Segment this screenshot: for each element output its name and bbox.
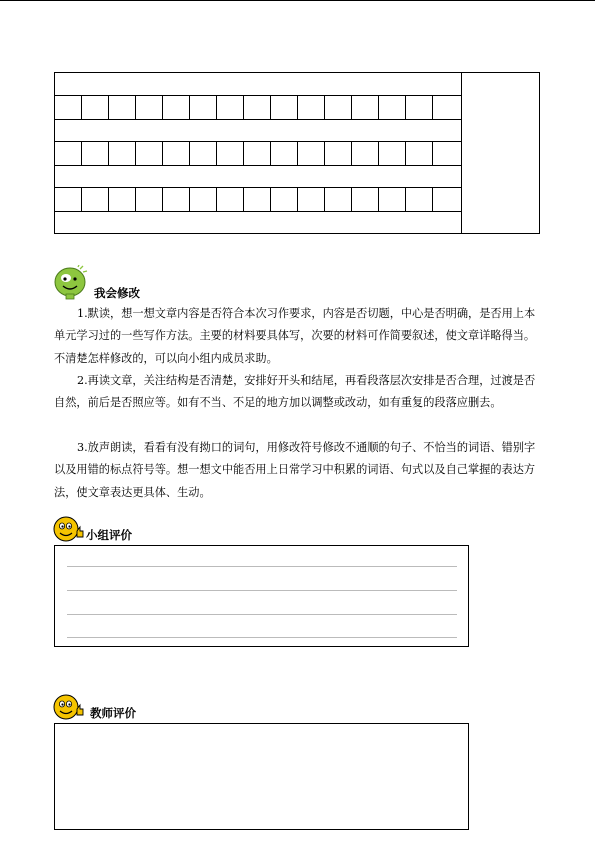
grid-cell[interactable]	[136, 142, 163, 165]
grid-cell[interactable]	[163, 142, 190, 165]
writing-line	[67, 566, 457, 567]
revise-section-heading	[52, 265, 140, 301]
revise-paragraph-1: 1.默读，想一想文章内容是否符合本次习作要求，内容是否切题，中心是否明确，是否用上本单元学习过的一些写作方法。主要的材料要具体写，次要的材料可作简要叙述，使文章详略得当。不清楚怎样修改的，可以向小组内成员求助。	[54, 307, 536, 365]
grid-cell[interactable]	[136, 188, 163, 211]
grid-cell[interactable]	[190, 142, 217, 165]
grid-cell[interactable]	[163, 188, 190, 211]
grid-cell[interactable]	[217, 96, 244, 119]
grid-side-column-divider	[461, 73, 462, 233]
grid-cell[interactable]	[190, 188, 217, 211]
grid-cell[interactable]	[55, 96, 82, 119]
revise-paragraph-3: 3.放声朗读，看看有没有拗口的词句，用修改符号修改不通顺的句子、不恰当的词语、错别字以及用错的标点符号等。想一想文中能否用上日常学习中积累的词语、句式以及自己掌握的表达方法，使文章表达更具体、生动。	[54, 441, 536, 499]
group-review-box[interactable]	[54, 545, 469, 647]
grid-cell[interactable]	[352, 142, 379, 165]
grid-cell[interactable]	[352, 188, 379, 211]
writing-line	[67, 614, 457, 615]
grid-cell[interactable]	[271, 188, 298, 211]
grid-rule	[55, 119, 461, 120]
grid-cell[interactable]	[55, 188, 82, 211]
smiley-face-icon	[52, 265, 90, 301]
grid-cell[interactable]	[325, 96, 352, 119]
page-top-rule	[0, 0, 595, 1]
grid-cell[interactable]	[109, 142, 136, 165]
group-review-heading	[52, 515, 132, 543]
teacher-review-box[interactable]	[54, 723, 469, 830]
grid-rule	[55, 165, 461, 166]
revise-paragraph-2: 2.再读文章，关注结构是否清楚，安排好开头和结尾，再看段落层次安排是否合理，过渡是否自然，前后是否照应等。如有不当、不足的地方加以调整或改动，如有重复的段落应删去。	[54, 374, 536, 410]
grid-cell[interactable]	[379, 188, 406, 211]
group-review-title: 小组评价	[86, 528, 132, 542]
grid-cell[interactable]	[352, 96, 379, 119]
grid-cell-row	[55, 96, 461, 119]
teacher-review-heading	[52, 693, 136, 721]
grid-cell[interactable]	[433, 188, 460, 211]
grid-cell[interactable]	[406, 188, 433, 211]
grid-cell[interactable]	[379, 142, 406, 165]
grid-cell[interactable]	[271, 96, 298, 119]
grid-cell[interactable]	[271, 142, 298, 165]
thumbs-up-face-icon	[52, 515, 86, 543]
grid-cell-row	[55, 142, 461, 165]
grid-cell[interactable]	[325, 188, 352, 211]
grid-cell[interactable]	[298, 188, 325, 211]
grid-cell[interactable]	[433, 142, 460, 165]
grid-cell[interactable]	[325, 142, 352, 165]
grid-cell[interactable]	[406, 142, 433, 165]
grid-cell[interactable]	[55, 142, 82, 165]
grid-cell[interactable]	[433, 96, 460, 119]
thumbs-up-face-icon	[52, 693, 86, 721]
grid-cell[interactable]	[82, 142, 109, 165]
grid-cell[interactable]	[244, 188, 271, 211]
teacher-review-title: 教师评价	[90, 706, 136, 720]
grid-cell[interactable]	[244, 142, 271, 165]
writing-line	[67, 637, 457, 638]
grid-cell[interactable]	[244, 96, 271, 119]
grid-cell[interactable]	[190, 96, 217, 119]
grid-cell[interactable]	[379, 96, 406, 119]
grid-cell[interactable]	[217, 188, 244, 211]
grid-rule	[55, 211, 461, 212]
writing-grid	[54, 72, 540, 234]
grid-cell[interactable]	[82, 96, 109, 119]
grid-cell[interactable]	[163, 96, 190, 119]
revise-section-title: 我会修改	[94, 286, 140, 300]
grid-cell[interactable]	[406, 96, 433, 119]
grid-cell[interactable]	[298, 96, 325, 119]
grid-cell[interactable]	[109, 188, 136, 211]
writing-line	[67, 590, 457, 591]
grid-cell-row	[55, 188, 461, 211]
grid-cell[interactable]	[109, 96, 136, 119]
grid-cell[interactable]	[136, 96, 163, 119]
grid-cell[interactable]	[82, 188, 109, 211]
grid-cell[interactable]	[217, 142, 244, 165]
grid-cell[interactable]	[298, 142, 325, 165]
